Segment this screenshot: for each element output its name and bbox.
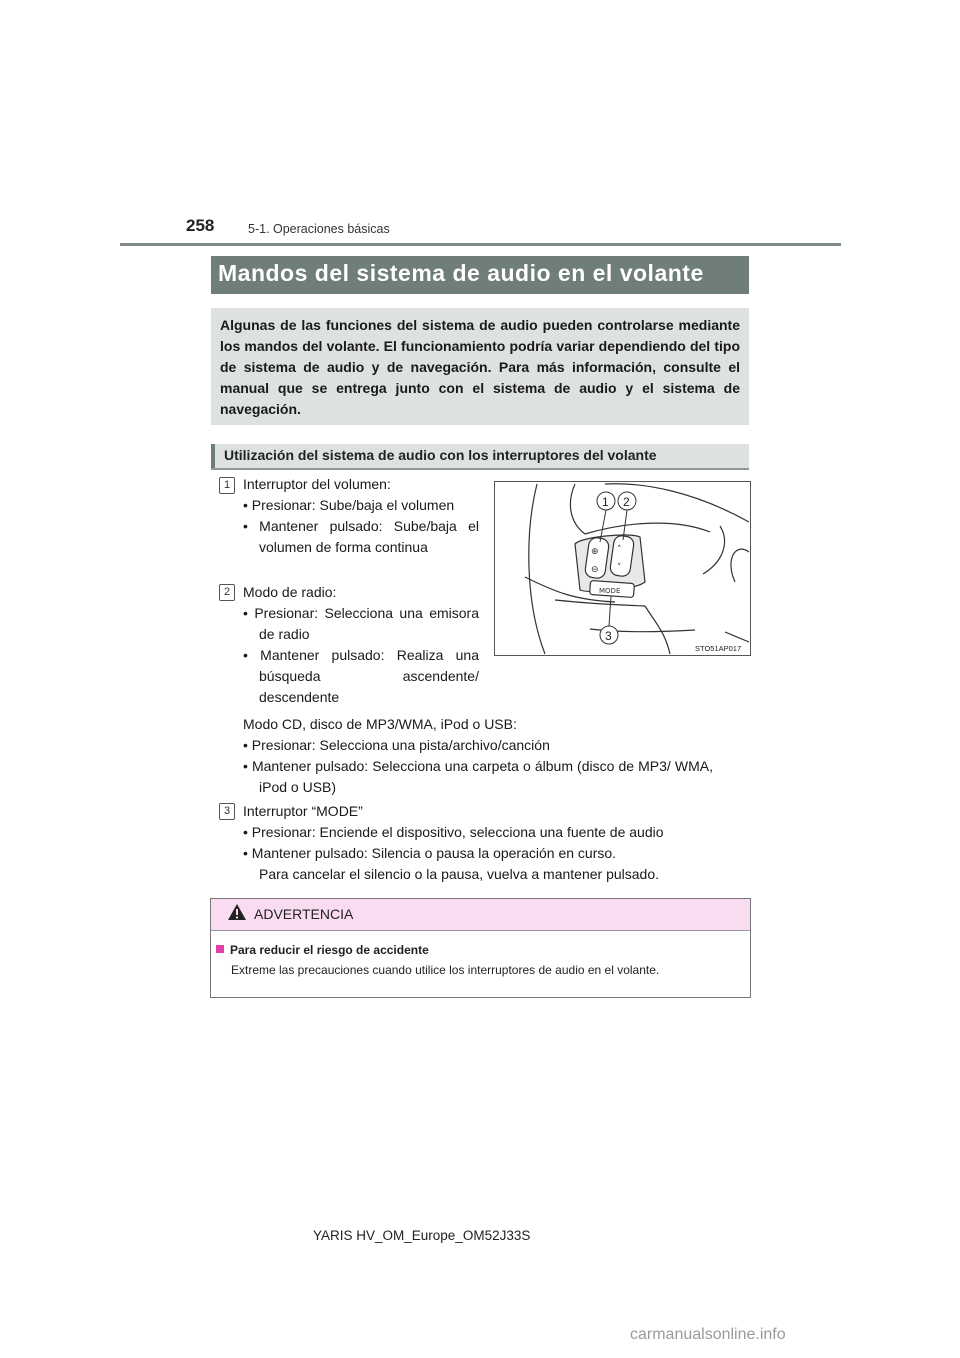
callout-1: 1 — [602, 495, 609, 509]
header-rule — [120, 243, 841, 246]
item-number-1: 1 — [219, 477, 235, 494]
section-label: 5-1. Operaciones básicas — [248, 222, 390, 236]
warning-title: ADVERTENCIA — [254, 906, 354, 922]
svg-text:˅: ˅ — [617, 563, 622, 573]
item-3-bullets — [243, 822, 723, 885]
svg-text:⊖: ⊖ — [591, 565, 599, 575]
warning-subtitle: Para reducir el riesgo de accidente — [230, 943, 429, 957]
page-number: 258 — [186, 216, 215, 235]
item-3-label: Interruptor “MODE” — [243, 803, 363, 819]
list-item: • Mantener pulsado: Realiza una búsqueda ascendente/ descendente — [243, 647, 480, 705]
list-item: • Mantener pulsado: Sube/baja el volumen de forma continua — [243, 518, 479, 555]
steering-wheel-illustration — [495, 482, 750, 655]
list-item-continuation: Para cancelar el silencio o la pausa, vuelva a mantener pulsado. — [259, 866, 660, 882]
steering-switch-figure — [494, 481, 751, 656]
svg-text:˄: ˄ — [617, 545, 622, 555]
subheading-underline — [211, 468, 749, 470]
item-number-3: 3 — [219, 803, 235, 820]
callout-3: 3 — [605, 629, 612, 643]
subheading-accent — [211, 444, 215, 468]
list-item: • Mantener pulsado: Silencia o pausa la operación en curso. — [243, 845, 617, 861]
item-2-label-cd: Modo CD, disco de MP3/WMA, iPod o USB: — [243, 716, 517, 732]
callout-2: 2 — [623, 495, 630, 509]
warning-bullet-square — [216, 945, 224, 953]
item-number-2: 2 — [219, 584, 235, 601]
watermark: carmanualsonline.info — [630, 1326, 786, 1343]
list-item: • Presionar: Sube/baja el volumen — [243, 497, 455, 513]
footer-doc-code: YARIS HV_OM_Europe_OM52J33S — [313, 1228, 531, 1243]
warning-triangle-icon — [227, 903, 247, 921]
item-2-bullets — [243, 603, 479, 708]
warning-text: Extreme las precauciones cuando utilice los interruptores de audio en el volante. — [231, 963, 660, 977]
item-2-bullets-cd — [243, 735, 713, 798]
page-title: Mandos del sistema de audio en el volante — [218, 260, 704, 286]
list-item: • Presionar: Selecciona una pista/archivo/canción — [243, 737, 550, 753]
item-2-label: Modo de radio: — [243, 584, 337, 600]
mode-button-label: MODE — [599, 587, 621, 595]
list-item: • Presionar: Enciende el dispositivo, selecciona una fuente de audio — [243, 824, 664, 840]
figure-code: STO51AP017 — [695, 644, 742, 653]
subheading: Utilización del sistema de audio con los interruptores del volante — [224, 447, 657, 463]
item-1-label: Interruptor del volumen: — [243, 476, 391, 492]
svg-text:⊕: ⊕ — [591, 547, 599, 557]
list-item: • Mantener pulsado: Selecciona una carpeta o álbum (disco de MP3/ WMA, iPod o USB) — [243, 758, 713, 795]
intro-text: Algunas de las funciones del sistema de audio pueden controlarse mediante los mandos del volante. El funcionamiento podría variar dependiendo del tipo de sistema de audio y de navegación. Para más información, consulte el manual que se entrega junto con el sistema de audio y el sistema de navegación. — [220, 317, 740, 417]
list-item: • Presionar: Selecciona una emisora de radio — [243, 605, 479, 642]
item-1-bullets — [243, 495, 479, 558]
